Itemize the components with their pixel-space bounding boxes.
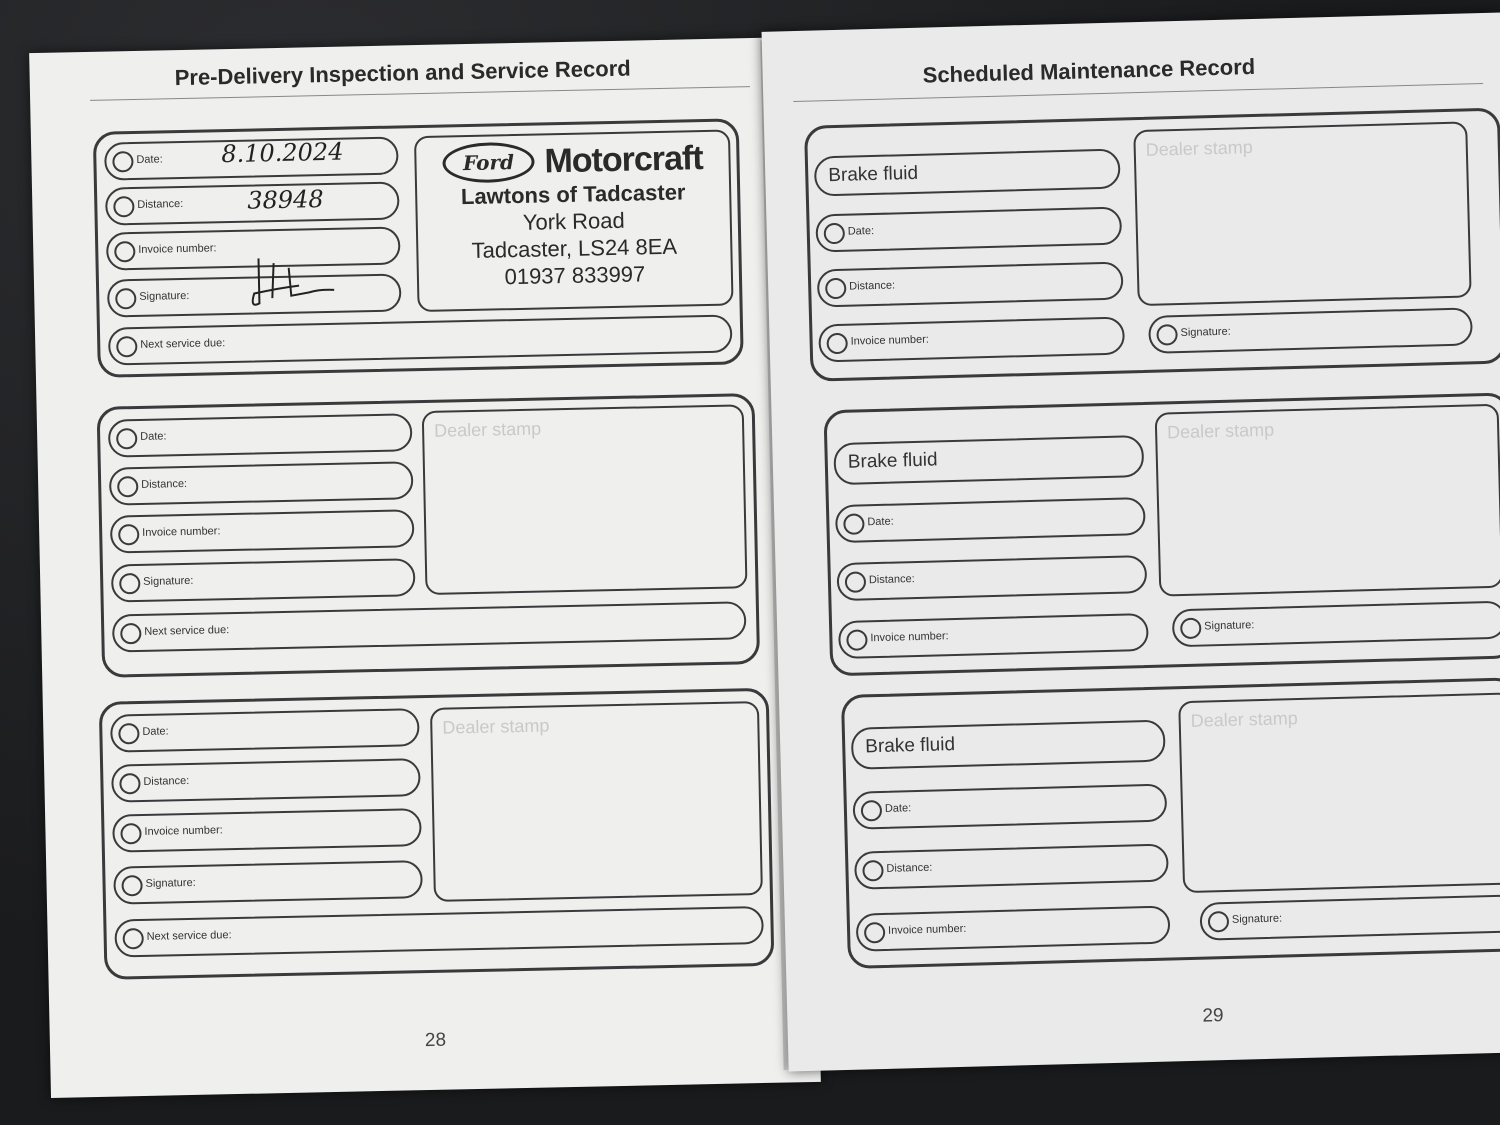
dealer-town: Tadcaster, LS24 8EA <box>471 233 678 263</box>
handwritten-signature <box>238 247 349 319</box>
signature-label: Signature: <box>143 574 194 588</box>
date-field[interactable] <box>835 497 1146 543</box>
ford-logo: Ford <box>442 142 535 184</box>
item-field <box>851 720 1166 770</box>
date-label: Date: <box>884 802 912 815</box>
signature-field[interactable] <box>111 558 416 602</box>
checkbox[interactable] <box>119 573 140 594</box>
invoice-number-field[interactable] <box>838 613 1149 659</box>
date-field[interactable] <box>108 413 413 457</box>
checkbox[interactable] <box>120 823 141 844</box>
date-field[interactable] <box>104 136 399 180</box>
page-title: Scheduled Maintenance Record <box>922 53 1256 88</box>
date-label: Date: <box>136 153 163 166</box>
dealer-street: York Road <box>522 207 625 235</box>
page-number: 29 <box>1202 1005 1224 1027</box>
date-label: Date: <box>140 430 167 443</box>
dealer-stamp-box <box>1178 692 1500 893</box>
dealer-stamp-placeholder: Dealer stamp <box>1145 137 1254 160</box>
checkbox[interactable] <box>862 860 884 882</box>
signature-label: Signature: <box>145 876 196 890</box>
maintenance-entry-3 <box>841 677 1500 969</box>
signature-label: Signature: <box>1231 912 1283 926</box>
next-service-field[interactable] <box>114 906 764 958</box>
checkbox[interactable] <box>861 800 883 822</box>
signature-field[interactable] <box>1199 894 1500 940</box>
page-number: 28 <box>424 1029 447 1052</box>
checkbox[interactable] <box>116 336 137 357</box>
distance-label: Distance: <box>141 477 188 491</box>
signature-field[interactable] <box>113 860 423 904</box>
checkbox[interactable] <box>118 524 139 545</box>
item-label: Brake fluid <box>864 734 956 758</box>
next-service-label: Next service due: <box>146 929 232 943</box>
checkbox[interactable] <box>845 571 867 593</box>
checkbox[interactable] <box>113 196 134 217</box>
invoice-number-field[interactable] <box>112 808 422 852</box>
left-page <box>29 37 821 1098</box>
invoice-label: Invoice number: <box>870 630 949 645</box>
next-service-field[interactable] <box>112 601 747 652</box>
invoice-number-field[interactable] <box>110 509 415 553</box>
invoice-label: Invoice number: <box>850 333 930 348</box>
checkbox[interactable] <box>825 278 847 300</box>
checkbox[interactable] <box>864 922 886 944</box>
distance-label: Distance: <box>868 573 915 587</box>
date-field[interactable] <box>110 708 420 752</box>
maintenance-entry-1 <box>804 108 1500 382</box>
dealer-stamp-placeholder: Dealer stamp <box>1190 708 1298 731</box>
distance-label: Distance: <box>143 774 190 788</box>
invoice-number-field[interactable] <box>818 316 1125 362</box>
signature-label: Signature: <box>139 289 190 303</box>
dealer-name: Lawtons of Tadcaster <box>460 179 686 210</box>
dealer-stamp-box <box>1155 404 1500 597</box>
invoice-number-field[interactable] <box>856 905 1171 951</box>
checkbox[interactable] <box>824 223 846 245</box>
checkbox[interactable] <box>112 151 133 172</box>
dealer-stamp-box <box>430 701 763 902</box>
checkbox[interactable] <box>119 773 140 794</box>
distance-field[interactable] <box>817 261 1124 307</box>
right-page <box>762 12 1500 1071</box>
checkbox[interactable] <box>116 428 137 449</box>
next-service-label: Next service due: <box>140 337 226 351</box>
checkbox[interactable] <box>1208 911 1230 933</box>
distance-field[interactable] <box>105 181 400 225</box>
checkbox[interactable] <box>826 333 848 355</box>
date-field[interactable] <box>815 207 1122 253</box>
invoice-label: Invoice number: <box>142 525 221 539</box>
distance-field[interactable] <box>836 555 1147 601</box>
item-label: Brake fluid <box>847 449 938 473</box>
service-entry-2 <box>97 393 761 678</box>
checkbox[interactable] <box>1156 324 1178 346</box>
checkbox[interactable] <box>114 241 135 262</box>
service-entry-3 <box>99 688 775 980</box>
dealer-stamp-box <box>422 404 748 595</box>
item-field <box>814 149 1121 197</box>
maintenance-entry-2 <box>823 392 1500 676</box>
dealer-stamp-placeholder: Dealer stamp <box>442 715 550 738</box>
invoice-label: Invoice number: <box>887 922 967 937</box>
next-service-label: Next service due: <box>144 624 230 638</box>
distance-field[interactable] <box>109 461 414 505</box>
handwritten-date: 8.10.2024 <box>221 137 344 169</box>
checkbox[interactable] <box>843 513 865 535</box>
invoice-label: Invoice number: <box>138 242 217 256</box>
dealer-stamp-box <box>1133 121 1471 306</box>
signature-field[interactable] <box>107 273 402 317</box>
checkbox[interactable] <box>1180 618 1202 640</box>
checkbox[interactable] <box>122 928 143 949</box>
invoice-label: Invoice number: <box>144 824 223 838</box>
checkbox[interactable] <box>118 723 139 744</box>
checkbox[interactable] <box>117 476 138 497</box>
signature-label: Signature: <box>1180 325 1231 339</box>
date-label: Date: <box>847 224 875 238</box>
title-rule <box>793 83 1483 102</box>
handwritten-distance: 38948 <box>246 185 324 215</box>
checkbox[interactable] <box>121 875 142 896</box>
signature-label: Signature: <box>1204 619 1255 633</box>
item-label: Brake fluid <box>828 162 919 187</box>
service-entry-1 <box>93 118 744 377</box>
distance-label: Distance: <box>849 279 896 293</box>
dealer-stamp <box>416 138 731 293</box>
item-field <box>833 435 1144 485</box>
distance-label: Distance: <box>137 197 184 211</box>
checkbox[interactable] <box>115 288 136 309</box>
page-title: Pre-Delivery Inspection and Service Record <box>174 55 631 91</box>
signature-field[interactable] <box>1172 601 1500 648</box>
signature-field[interactable] <box>1148 307 1473 353</box>
dealer-stamp-placeholder: Dealer stamp <box>1166 419 1275 443</box>
date-label: Date: <box>867 515 894 529</box>
dealer-stamp-box <box>414 130 734 313</box>
date-label: Date: <box>142 725 169 738</box>
checkbox[interactable] <box>846 629 868 651</box>
distance-label: Distance: <box>886 861 933 875</box>
date-field[interactable] <box>852 784 1167 830</box>
dealer-stamp-placeholder: Dealer stamp <box>433 418 542 441</box>
distance-field[interactable] <box>854 844 1169 890</box>
next-service-field[interactable] <box>108 315 733 366</box>
dealer-phone: 01937 833997 <box>504 261 646 290</box>
checkbox[interactable] <box>120 623 141 644</box>
motorcraft-logo: Motorcraft <box>544 138 703 180</box>
distance-field[interactable] <box>111 758 421 802</box>
